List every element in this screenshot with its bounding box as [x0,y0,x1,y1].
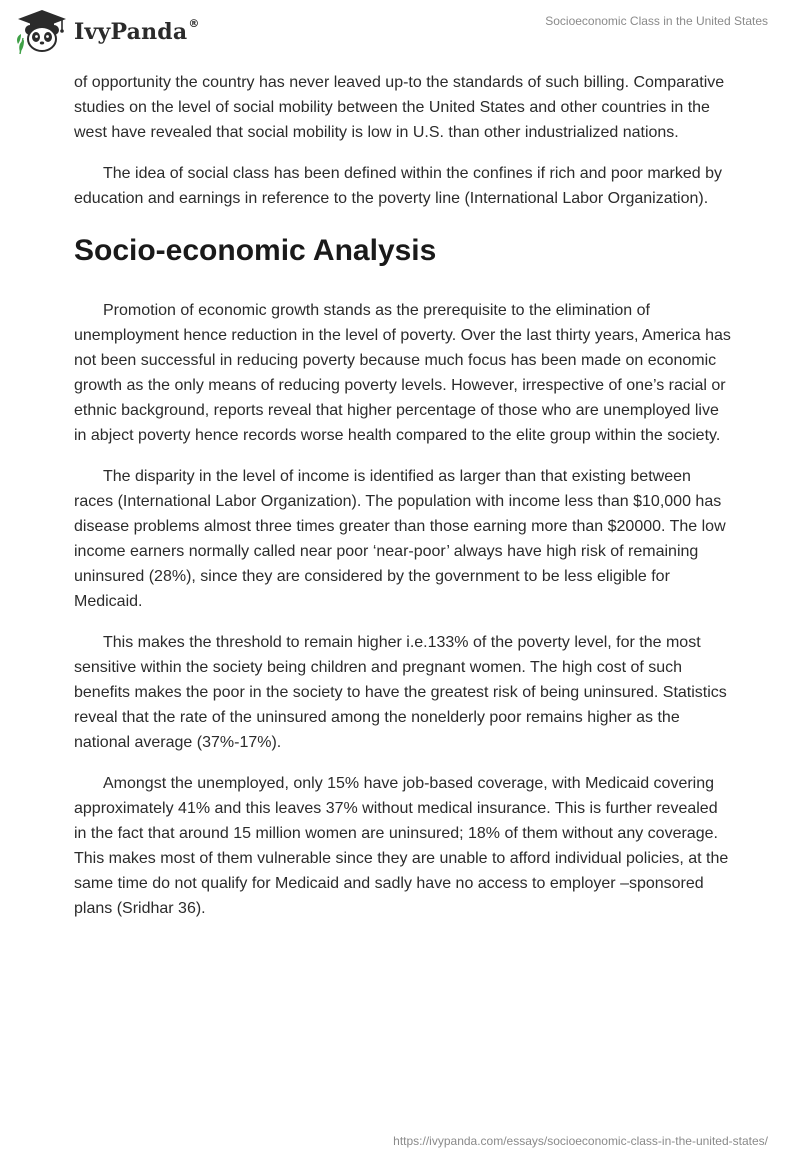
essay-content [74,70,734,937]
paragraph-economic-growth: Promotion of economic growth stands as the prerequisite to the elimination of unemployment hence reduction in the level of poverty. Over the last thirty years, America has not been successful in reducing poverty because much focus has been made on economic growth as the only means of reducing poverty levels. However, irrespective of one’s racial or ethnic background, reports reveal that higher percentage of those who are unemployed live in abject poverty hence records worse health compared to the elite group within the society. [74,302,731,444]
panda-graduate-icon [14,8,70,56]
paragraph-income-disparity: The disparity in the level of income is identified as larger than that existing between races (International Labor Organization). The population with income less than $10,000 has disease problems almost three times greater than those earning more than $20000. The low income earners normally called near poor ‘near-poor’ always have high risk of remaining uninsured (28%), since they are considered by the government to be less eligible for Medicaid. [74,468,726,610]
paragraph-intro-continuation: of opportunity the country has never leaved up-to the standards of such billing. Comparative studies on the level of social mobility between the United States and other countries in the west have revealed that social mobility is low in U.S. than other industrialized nations. [74,74,725,141]
paragraph-threshold: This makes the threshold to remain higher i.e.133% of the poverty level, for the most sensitive within the society being children and pregnant women. The high cost of such benefits makes the poor in the society to have the greatest risk of being uninsured. Statistics reveal that the rate of the uninsured among the nonelderly poor remains higher as the national average (37%-17%). [74,634,727,751]
section-heading: Socio-economic Analysis [74,234,437,267]
source-url[interactable]: https://ivypanda.com/essays/socioeconomic-class-in-the-united-states/ [393,1134,768,1148]
registered-mark: ® [188,17,200,30]
logo-text: IvyPanda [74,19,188,45]
page-header [0,0,800,64]
logo-wordmark [74,19,200,45]
ivypanda-logo[interactable] [14,8,200,56]
paragraph-unemployed-coverage: Amongst the unemployed, only 15% have job-based coverage, with Medicaid covering approximately 41% and this leaves 37% without medical insurance. This is further revealed in the fact that around 15 million women are uninsured; 18% of them without any coverage. This makes most of them vulnerable since they are unable to afford individual policies, at the same time do not qualify for Medicaid and sadly have no access to employer –sponsored plans (Sridhar 36). [74,775,729,917]
paragraph-social-class: The idea of social class has been defined within the confines if rich and poor marked by education and earnings in reference to the poverty line (International Labor Organization). [74,165,723,207]
document-title: Socioeconomic Class in the United States [545,14,768,28]
